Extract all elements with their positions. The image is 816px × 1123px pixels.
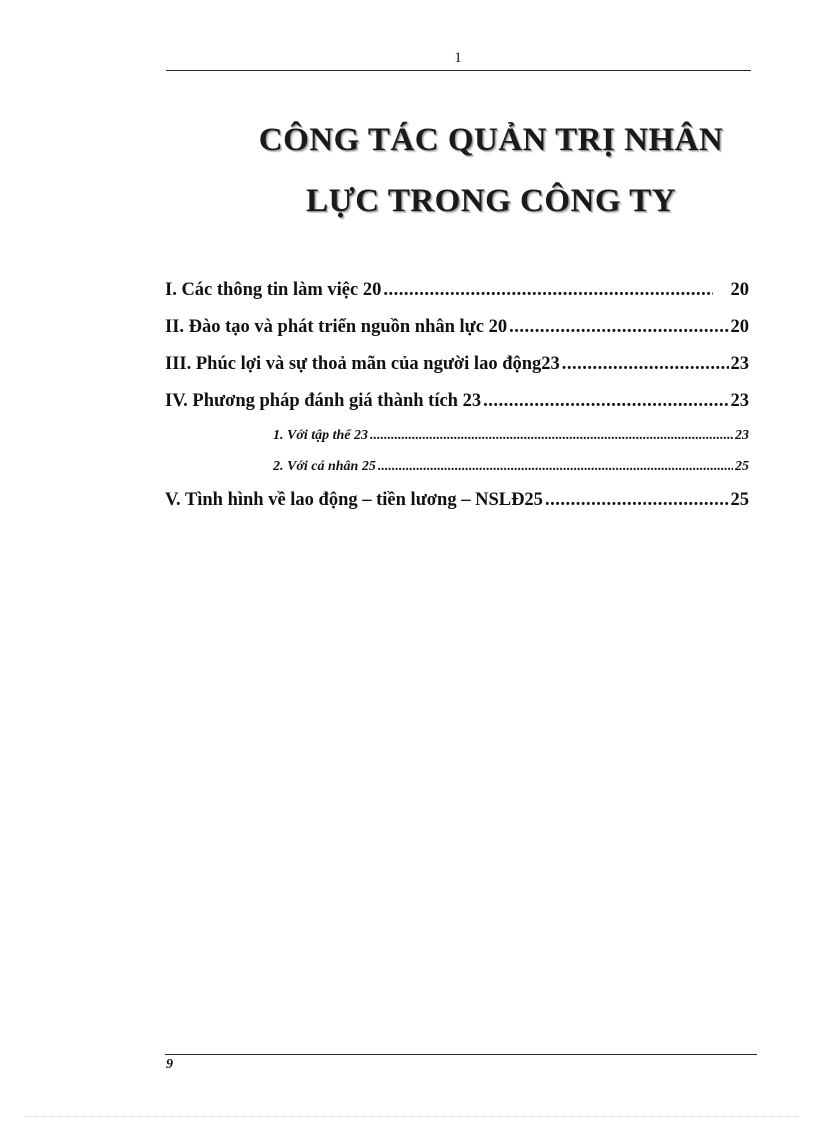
toc-dot-leader: [545, 490, 729, 511]
header-rule: [166, 70, 751, 71]
toc-entry-1[interactable]: [165, 280, 749, 317]
table-of-contents: [165, 280, 749, 527]
toc-entry-page: 23: [735, 428, 749, 443]
toc-entry-page: 25: [730, 490, 749, 510]
toc-entry-label: 1. Với tập thể 23: [273, 428, 369, 443]
toc-entry-page: 20: [730, 280, 749, 300]
toc-entry-label: I. Các thông tin làm việc 20: [165, 280, 382, 300]
toc-dot-leader: [378, 459, 733, 475]
toc-entry-page: 23: [730, 391, 749, 411]
footer-page-number: 9: [166, 1057, 173, 1072]
toc-entry-page: 25: [735, 459, 749, 474]
toc-entry-label: 2. Với cá nhân 25: [273, 459, 376, 474]
toc-entry-label: IV. Phương pháp đánh giá thành tích 23: [165, 391, 482, 411]
toc-subentry-2[interactable]: [165, 459, 749, 490]
toc-dot-leader: [562, 354, 729, 375]
toc-dot-leader: [483, 391, 728, 412]
toc-entry-page: 20: [730, 317, 749, 337]
toc-entry-label: III. Phúc lợi và sự thoả mãn của người lao động23: [165, 354, 560, 374]
toc-entry-2[interactable]: [165, 317, 749, 354]
header-page-number: 1: [454, 50, 462, 66]
toc-entry-label: II. Đào tạo và phát triển nguồn nhân lực 20: [165, 317, 508, 337]
toc-dot-leader: [370, 428, 733, 444]
toc-entry-4[interactable]: [165, 391, 749, 428]
document-title-line-1: CÔNG TÁC QUẢN TRỊ NHÂN: [258, 122, 724, 158]
page-bottom-border: [24, 1116, 800, 1117]
toc-entry-5[interactable]: [165, 490, 749, 527]
footer-rule: [165, 1054, 757, 1055]
toc-dot-leader: [383, 280, 712, 301]
toc-dot-leader: [509, 317, 728, 338]
toc-subentry-1[interactable]: [165, 428, 749, 459]
toc-entry-label: V. Tình hình về lao động – tiền lương – NSLĐ25: [165, 490, 543, 510]
document-title-line-2: LỰC TRONG CÔNG TY: [305, 183, 677, 219]
toc-entry-page: 23: [730, 354, 749, 374]
toc-entry-3[interactable]: [165, 354, 749, 391]
